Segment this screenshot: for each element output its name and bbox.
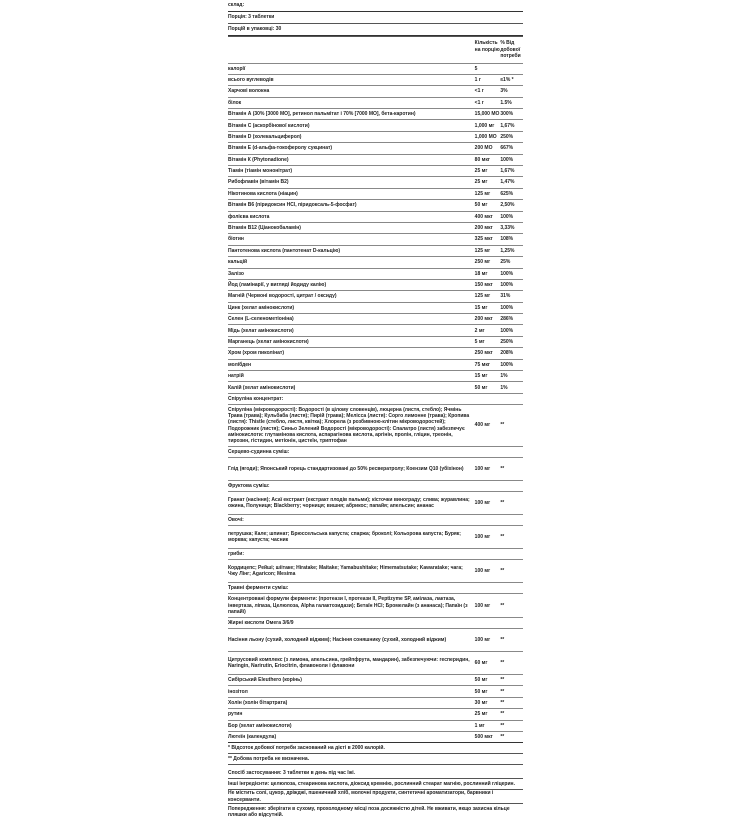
column-header <box>228 36 523 63</box>
nutrient-name: Йод (ламінарії, у вигляді йодиду калію) <box>228 281 327 288</box>
blend-ingredients: Глід (ягоди); Японський горець стандартизовані до 50% ресвератролу; Коензим Q10 (убіхінон) <box>228 466 464 473</box>
footnote-not-established: ** Добова потреба не визначена. <box>228 756 310 763</box>
nutrient-row <box>228 302 523 313</box>
nutrient-row <box>228 268 523 279</box>
other-ingredients: Інші інгредієнти: целюлоза, стеаринова кислота, діоксид кремнію, рослинний стеарат магнію, рослинний гліцерин. <box>228 781 515 788</box>
extra-dv: ** <box>500 722 505 729</box>
nutrient-list <box>228 63 523 393</box>
blend-amount: 100 мг <box>474 636 491 643</box>
nutrient-row <box>228 359 523 370</box>
column-header-amount: Кількість на порцію <box>474 40 500 53</box>
extra-row <box>228 674 523 685</box>
nutrient-row <box>228 188 523 199</box>
column-header-dv: % Від добової потреби <box>500 40 521 59</box>
nutrient-row <box>228 63 523 74</box>
blend-amount: 60 мг <box>474 659 488 666</box>
extra-amount: 50 мг <box>474 688 488 695</box>
nutrient-name: Вітамін С (аскорбінової кислоти) <box>228 122 310 129</box>
nutrient-dv: 25% <box>500 259 511 266</box>
nutrient-amount: <1 г <box>474 99 484 106</box>
extra-dv: ** <box>500 699 505 706</box>
nutrient-row <box>228 211 523 222</box>
nutrient-dv: 100% <box>500 361 514 368</box>
supplement-facts-panel <box>228 0 523 820</box>
servings-per-container: Порцій в упаковці: 30 <box>228 26 282 33</box>
extra-row <box>228 731 523 742</box>
nutrient-amount: 15 мг <box>474 304 488 311</box>
nutrient-amount: 50 мг <box>474 384 488 391</box>
nutrient-amount: 2 мг <box>474 327 485 334</box>
extra-name: рутин <box>228 711 243 718</box>
nutrient-name: Пантотенова кислота (пантотенат D-кальцію) <box>228 247 341 254</box>
nutrient-name: Нікотинова кислота (ніацин) <box>228 190 298 197</box>
nutrient-dv: 1% <box>500 384 508 391</box>
blend-title: гриби: <box>228 548 523 559</box>
nutrient-dv: 100% <box>500 304 514 311</box>
nutrient-row <box>228 279 523 290</box>
nutrient-row <box>228 142 523 153</box>
nutrient-dv: 250% <box>500 133 514 140</box>
nutrient-amount: 150 мкг <box>474 281 493 288</box>
extra-name: Сибірський Eleuthero (корінь) <box>228 677 302 684</box>
nutrient-name: Цинк (хелат амінокислоти) <box>228 304 295 311</box>
nutrient-dv: 1,67% <box>500 168 515 175</box>
extra-name: інозітол <box>228 688 248 695</box>
nutrient-amount: <1 г <box>474 88 484 95</box>
blend-title: Фруктова суміш: <box>228 480 523 491</box>
nutrient-amount: 25 мг <box>474 168 488 175</box>
nutrient-dv: 100% <box>500 270 514 277</box>
nutrient-name: кальцій <box>228 259 248 266</box>
extra-name: Бор (хелат амінокислоти) <box>228 722 292 729</box>
nutrient-dv: 667% <box>500 145 514 152</box>
blend-dv: ** <box>500 636 505 643</box>
nutrient-name: Залізо <box>228 270 244 277</box>
extra-amount: 25 мг <box>474 711 488 718</box>
nutrient-row <box>228 74 523 85</box>
blend-amount: 100 мг <box>474 466 491 473</box>
nutrient-dv: ≤1% * <box>500 76 514 83</box>
nutrient-dv: 100% <box>500 327 514 334</box>
nutrient-amount: 250 мкг <box>474 350 493 357</box>
nutrient-row <box>228 97 523 108</box>
extra-dv: ** <box>500 711 505 718</box>
extra-ingredient-list <box>228 674 523 742</box>
nutrient-amount: 125 мг <box>474 293 491 300</box>
blend-amount: 100 мг <box>474 500 491 507</box>
extra-name: Холін (холін бітартрата) <box>228 699 288 706</box>
blend-amount: 400 мг <box>474 422 491 429</box>
blend-row <box>228 491 523 514</box>
nutrient-amount: 1,000 МО <box>474 133 497 140</box>
blend-row <box>228 404 523 447</box>
nutrient-amount: 18 мг <box>474 270 488 277</box>
extra-amount: 30 мг <box>474 699 488 706</box>
blend-amount: 100 мг <box>474 568 491 575</box>
blend-dv: ** <box>500 500 505 507</box>
nutrient-name: біотин <box>228 236 244 243</box>
blend-dv: ** <box>500 422 505 429</box>
nutrient-name: Мідь (хелат амінокислоти) <box>228 327 294 334</box>
nutrient-dv: 250% <box>500 338 514 345</box>
extra-amount: 500 мкг <box>474 734 493 741</box>
blend-ingredients: Спіруліна (мікроводорості): Водорості (в цілому словенців), люцерна (листя, стебло); Ячмінь Трава (трава); Кульбаба (листя); Пирій (трава); Мелісса (листя): Сорго лимонне (трава); Кропива (листя): Thistle (стебло, листя, квітка); Хлорела (з розбивною-клітин мікроводоростей); Подорожник (листя); Синьо Зелений Водорості (мікроводорості): Спалатро (листя) забезпечує амінокислоти: глутамінова кислота, аспарагінова кислота, аргінін, пролін, гліцин, треонін, тирозин, гістидин, метіонін, цистеїн, триптофан <box>228 406 470 445</box>
nutrient-dv: 2,50% <box>500 202 515 209</box>
nutrient-name: фолієва кислота <box>228 213 270 220</box>
nutrient-amount: 75 мкг <box>474 361 490 368</box>
nutrient-name: Харчові волокна <box>228 88 270 95</box>
blend-row <box>228 593 523 617</box>
serving-size: Порція: 3 таблетки <box>228 14 275 21</box>
extra-amount: 50 мг <box>474 677 488 684</box>
nutrient-row <box>228 165 523 176</box>
nutrient-amount: 1 г <box>474 76 481 83</box>
blend-row <box>228 457 523 480</box>
nutrient-name: Вітамін В6 (піридоксин HCl, піридоксаль-5-фосфат) <box>228 202 357 209</box>
blend-row <box>228 651 523 674</box>
extra-dv: ** <box>500 677 505 684</box>
blend-dv: ** <box>500 466 505 473</box>
nutrient-row <box>228 324 523 335</box>
nutrient-amount: 15 мг <box>474 373 488 380</box>
nutrient-amount: 200 мкг <box>474 225 493 232</box>
nutrient-dv: 100% <box>500 156 514 163</box>
blend-amount: 100 мг <box>474 534 491 541</box>
nutrient-amount: 325 мкг <box>474 236 493 243</box>
nutrient-name: Вітамін Е (d-альфа-токоферолу сукцинат) <box>228 145 333 152</box>
usage-instructions: Спосіб застосування: 3 таблетки в день під час їжі. <box>228 770 356 777</box>
nutrient-name: Рибофлавін (вітамін В2) <box>228 179 289 186</box>
nutrient-row <box>228 199 523 210</box>
nutrient-row <box>228 256 523 267</box>
nutrient-dv: 1,25% <box>500 247 515 254</box>
blend-ingredients: Концентровані формули ферменти: (протеази I, протеази II, Peptizyme SP, амілаза, лактаза, інвертаза, ліпаза, Целюлоза, Alpha галактозидази); Бетаїн HCl; Бромелайн (з ананаса); Папаїн (з папайї) <box>228 596 468 615</box>
nutrient-dv: 208% <box>500 350 514 357</box>
blend-dv: ** <box>500 568 505 575</box>
extra-row <box>228 685 523 696</box>
nutrient-name: Магній (Червоні водорості, цитрат / оксиду) <box>228 293 337 300</box>
nutrient-row <box>228 233 523 244</box>
nutrient-name: Вітамін В12 (Ціанокобаламін) <box>228 225 301 232</box>
blend-title: Овочі: <box>228 514 523 525</box>
nutrient-amount: 250 мг <box>474 259 491 266</box>
nutrient-amount: 400 мкг <box>474 213 493 220</box>
nutrient-row <box>228 108 523 119</box>
nutrient-row <box>228 119 523 130</box>
nutrient-row <box>228 222 523 233</box>
nutrient-row <box>228 381 523 392</box>
blend-list <box>228 393 523 674</box>
nutrient-name: Хром (хром пиколінат) <box>228 350 284 357</box>
nutrient-row <box>228 370 523 381</box>
nutrient-row <box>228 313 523 324</box>
blend-row <box>228 559 523 582</box>
nutrient-name: Тіамін (тіамін мононітрат) <box>228 168 293 175</box>
extra-row <box>228 697 523 708</box>
nutrient-row <box>228 131 523 142</box>
blend-ingredients: Гранат (насіння); Асаї екстракт (екстракт плодів пальми); кісточки винограду; слива; журавлина; ожина, Полуниця; Blackberry; чорниця; вишня; абрикос; папайя; апельсин; ананас <box>228 497 470 510</box>
nutrient-dv: 1,67% <box>500 122 515 129</box>
nutrient-dv: 100% <box>500 281 514 288</box>
nutrient-row <box>228 290 523 301</box>
nutrient-row <box>228 176 523 187</box>
blend-amount: 100 мг <box>474 602 491 609</box>
extra-row <box>228 720 523 731</box>
nutrient-row <box>228 245 523 256</box>
nutrient-name: всього вуглеводів <box>228 76 274 83</box>
blend-title: Травні ферменти суміш: <box>228 582 523 593</box>
nutrient-amount: 5 мг <box>474 338 485 345</box>
blend-title: Жирні кислоти Омега 3/6/9 <box>228 617 523 628</box>
nutrient-amount: 1,000 мг <box>474 122 495 129</box>
blend-dv: ** <box>500 659 505 666</box>
nutrient-name: білок <box>228 99 242 106</box>
nutrient-dv: 3,33% <box>500 225 515 232</box>
nutrient-name: молібден <box>228 361 252 368</box>
nutrient-dv: 1.5% <box>500 99 512 106</box>
nutrient-dv: 3% <box>500 88 508 95</box>
extra-amount: 1 мг <box>474 722 485 729</box>
extra-dv: ** <box>500 734 505 741</box>
extra-dv: ** <box>500 688 505 695</box>
nutrient-name: Вітамін D (холекальциферол) <box>228 133 302 140</box>
nutrient-amount: 15,000 МО <box>474 111 500 118</box>
blend-row <box>228 628 523 651</box>
blend-ingredients: Кордицепс; Рейші; шіітаке; Hiratake; Maitake; Yamabushitake; Himematsutake; Kawaratake; чага; Чжу Лінг; Agaricon; Mesima <box>228 565 463 578</box>
nutrient-dv: 625% <box>500 190 514 197</box>
nutrient-name: калорії <box>228 65 246 72</box>
nutrient-name: натрій <box>228 373 244 380</box>
nutrient-dv: 100% <box>500 213 514 220</box>
blend-dv: ** <box>500 534 505 541</box>
nutrient-amount: 50 мг <box>474 202 488 209</box>
composition-label: склад: <box>228 2 245 9</box>
nutrient-name: Вітамін А (30% [3000 МО], ретинол пальмітат і 70% [7000 МО], бета-каротин) <box>228 111 416 118</box>
nutrient-row <box>228 85 523 96</box>
extra-name: Лютеїн (календула) <box>228 734 277 741</box>
blend-row <box>228 525 523 548</box>
nutrient-row <box>228 336 523 347</box>
nutrient-amount: 125 мг <box>474 247 491 254</box>
warning-text: Попередження: зберігати в сухому, прохолодному місці поза досяжністю дітей. Не вживати, якщо захисна кільце пляшки або відсутній. <box>228 805 510 819</box>
nutrient-amount: 200 мкг <box>474 316 493 323</box>
nutrient-amount: 5 <box>474 65 478 72</box>
nutrient-name: Вітамін К (Phytonadione) <box>228 156 289 163</box>
nutrient-dv: 1% <box>500 373 508 380</box>
nutrient-amount: 125 мг <box>474 190 491 197</box>
blend-ingredients: Насіння льону (сухий, холодний віджим); Насіння соняшнику (сухий, холодний віджим) <box>228 636 447 643</box>
blend-title: Серцево-судинна суміш: <box>228 446 523 457</box>
nutrient-dv: 31% <box>500 293 511 300</box>
nutrient-name: Калій (хелат амінокислоти) <box>228 384 296 391</box>
footnote-dv: * Відсоток добової потреби заснований на дієті в 2000 калорій. <box>228 745 385 752</box>
extra-row <box>228 708 523 719</box>
nutrient-amount: 80 мкг <box>474 156 490 163</box>
nutrient-name: Селен (L-селенометіоніна) <box>228 316 294 323</box>
blend-dv: ** <box>500 602 505 609</box>
nutrient-dv: 108% <box>500 236 514 243</box>
nutrient-dv: 300% <box>500 111 514 118</box>
nutrient-name: Марганець (хелат амінокислоти) <box>228 338 309 345</box>
nutrient-row <box>228 154 523 165</box>
blend-ingredients: петрушка; Кале; шпинат; Брюссельська капуста; спаржа; броколі; Кольорова капуста; Буряк; морква; капуста; часник <box>228 531 461 544</box>
nutrient-amount: 200 МО <box>474 145 493 152</box>
nutrient-dv: 286% <box>500 316 514 323</box>
free-of-statement: Не містить солі, цукор, дріжджі, пшеничний хліб, молочні продукти, синтетичні ароматизатори, барвники і консерванти. <box>228 790 494 803</box>
nutrient-row <box>228 347 523 358</box>
blend-ingredients: Цитрусовий комплекс (з лимона, апельсина, грейпфрута, мандарин), забезпечуючи: гесперидин, Naringin, Narirutin, Eriocitrin, флавоноли і флавони <box>228 656 470 670</box>
nutrient-amount: 25 мг <box>474 179 488 186</box>
column-header-name <box>228 40 475 60</box>
divider <box>228 764 523 765</box>
blend-title: Спіруліна концентрат: <box>228 393 523 404</box>
nutrient-dv: 1,47% <box>500 179 515 186</box>
